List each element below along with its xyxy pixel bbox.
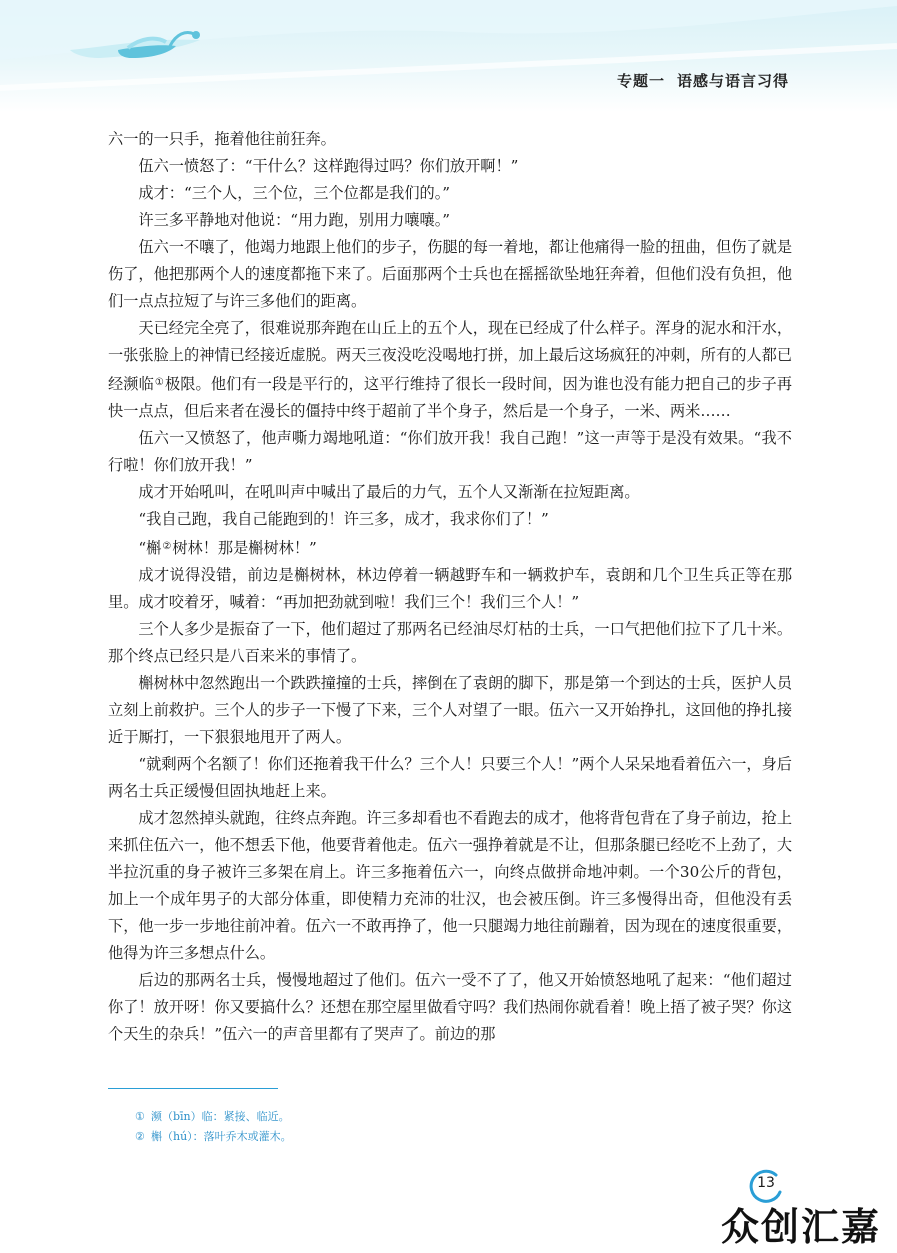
paragraph-text: “就剩两个名额了！你们还拖着我干什么？三个人！只要三个人！”两个人呆呆地看着伍六一，身后两名士兵正缓慢但固执地赶上来。 <box>108 755 792 800</box>
paragraph-text: 树林！那是槲树林！” <box>172 539 317 557</box>
footnote-number: ① <box>135 1110 145 1123</box>
paragraph <box>108 967 792 1048</box>
footnote-divider <box>108 1088 278 1089</box>
watermark: 众创汇嘉 <box>720 1205 881 1249</box>
paragraph <box>108 670 792 751</box>
paragraph <box>108 234 792 315</box>
footnote-item <box>135 1127 635 1147</box>
paragraph <box>108 479 792 506</box>
paragraph-text: 伍六一愤怒了：“干什么？这样跑得过吗？你们放开啊！” <box>138 157 519 175</box>
page-number-badge <box>746 1166 786 1206</box>
paragraph <box>108 506 792 533</box>
paragraph <box>108 207 792 234</box>
header-title: 语感与语言习得 <box>676 72 789 90</box>
footnotes <box>135 1107 635 1147</box>
paragraph-text: “我自己跑，我自己能跑到的！许三多，成才，我求你们了！” <box>138 510 549 528</box>
footnote-text: 槲（hú）：落叶乔木或灌木。 <box>151 1130 292 1143</box>
paragraph-text: 成才：“三个人，三个位，三个位都是我们的。” <box>138 184 451 202</box>
paragraph <box>108 315 792 425</box>
paragraph <box>108 425 792 479</box>
paragraph-text: 极限。他们有一段是平行的，这平行维持了很长一段时间，因为谁也没有能力把自己的步子再快一点点，但后来者在漫长的僵持中终于超前了半个身子，然后是一个身子，一米、两米…… <box>108 375 793 420</box>
paragraph-text: 成才说得没错，前边是槲树林，林边停着一辆越野车和一辆救护车，袁朗和几个卫生兵正等在那里。成才咬着牙，喊着：“再加把劲就到啦！我们三个！我们三个人！” <box>108 566 792 611</box>
paragraph-text: 六一的一只手，拖着他往前狂奔。 <box>108 130 336 148</box>
paragraph <box>108 805 792 967</box>
paragraph <box>108 616 792 670</box>
footnote-number: ② <box>135 1130 145 1143</box>
paragraph <box>108 153 792 180</box>
paragraph-text: 后边的那两名士兵，慢慢地超过了他们。伍六一受不了了，他又开始愤怒地吼了起来：“他们超过你了！放开呀！你又要搞什么？还想在那空屋里做看守吗？我们热闹你就看着！晚上捂了被子哭？你这个天生的杂兵！”伍六一的声音里都有了哭声了。前边的那 <box>108 971 792 1043</box>
paragraph-text: “槲 <box>138 539 162 557</box>
paragraph <box>108 126 792 153</box>
running-header <box>617 70 789 91</box>
paragraph-text: 天已经完全亮了，很难说那奔跑在山丘上的五个人，现在已经成了什么样子。浑身的泥水和汗水，一张张脸上的神情已经接近虚脱。两天三夜没吃没喝地打拼，加上最后这场疯狂的冲刺，所有的人都已经濒临 <box>108 319 792 393</box>
paragraph <box>108 533 792 562</box>
footnote-text: 濒（bīn）临：紧接、临近。 <box>151 1110 290 1123</box>
header-decoration <box>0 0 897 112</box>
footnote-marker: ② <box>162 541 172 552</box>
paragraph <box>108 751 792 805</box>
footnote-item <box>135 1107 635 1127</box>
paragraph-text: 三个人多少是振奋了一下，他们超过了那两名已经油尽灯枯的士兵，一口气把他们拉下了几十米。那个终点已经只是八百来米的事情了。 <box>108 620 792 665</box>
paragraph-text: 成才忽然掉头就跑，往终点奔跑。许三多却看也不看跑去的成才，他将背包背在了身子前边，抢上来抓住伍六一，他不想丢下他，他要背着他走。伍六一强挣着就是不让，但那条腿已经吃不上劲了，大半拉沉重的身子被许三多架在肩上。许三多拖着伍六一，向终点做拼命地冲刺。一个30公斤的背包，加上一个成年男子的大部分体重，即使精力充沛的壮汉，也会被压倒。许三多慢得出奇，但他没有丢下，他一步一步地往前冲着。伍六一不敢再挣了，他一只腿竭力地往前蹦着，因为现在的速度很重要，他得为许三多想点什么。 <box>108 809 792 962</box>
paragraph-text: 伍六一又愤怒了，他声嘶力竭地吼道：“你们放开我！我自己跑！”这一声等于是没有效果。“我不行啦！你们放开我！” <box>108 429 792 474</box>
header-band <box>0 0 897 112</box>
paragraph-text: 伍六一不嚷了，他竭力地跟上他们的步子，伤腿的每一着地，都让他痛得一脸的扭曲，但伤了就是伤了，他把那两个人的速度都拖下来了。后面那两个士兵也在摇摇欲坠地狂奔着，但他们没有负担，他们一点点拉短了与许三多他们的距离。 <box>108 238 792 310</box>
paragraph-text: 许三多平静地对他说：“用力跑，别用力嚷嚷。” <box>138 211 451 229</box>
body-text <box>108 126 792 1048</box>
page-number: 13 <box>757 1175 775 1191</box>
paragraph <box>108 562 792 616</box>
footnote-marker: ① <box>154 377 164 388</box>
paragraph <box>108 180 792 207</box>
paragraph-text: 成才开始吼叫，在吼叫声中喊出了最后的力气，五个人又渐渐在拉短距离。 <box>138 483 640 501</box>
header-topic: 专题一 <box>616 72 665 90</box>
paragraph-text: 槲树林中忽然跑出一个跌跌撞撞的士兵，摔倒在了袁朗的脚下，那是第一个到达的士兵，医护人员立刻上前救护。三个人的步子一下慢了下来，三个人对望了一眼。伍六一又开始挣扎，这回他的挣扎接近于厮打，一下狠狠地甩开了两人。 <box>108 674 792 746</box>
